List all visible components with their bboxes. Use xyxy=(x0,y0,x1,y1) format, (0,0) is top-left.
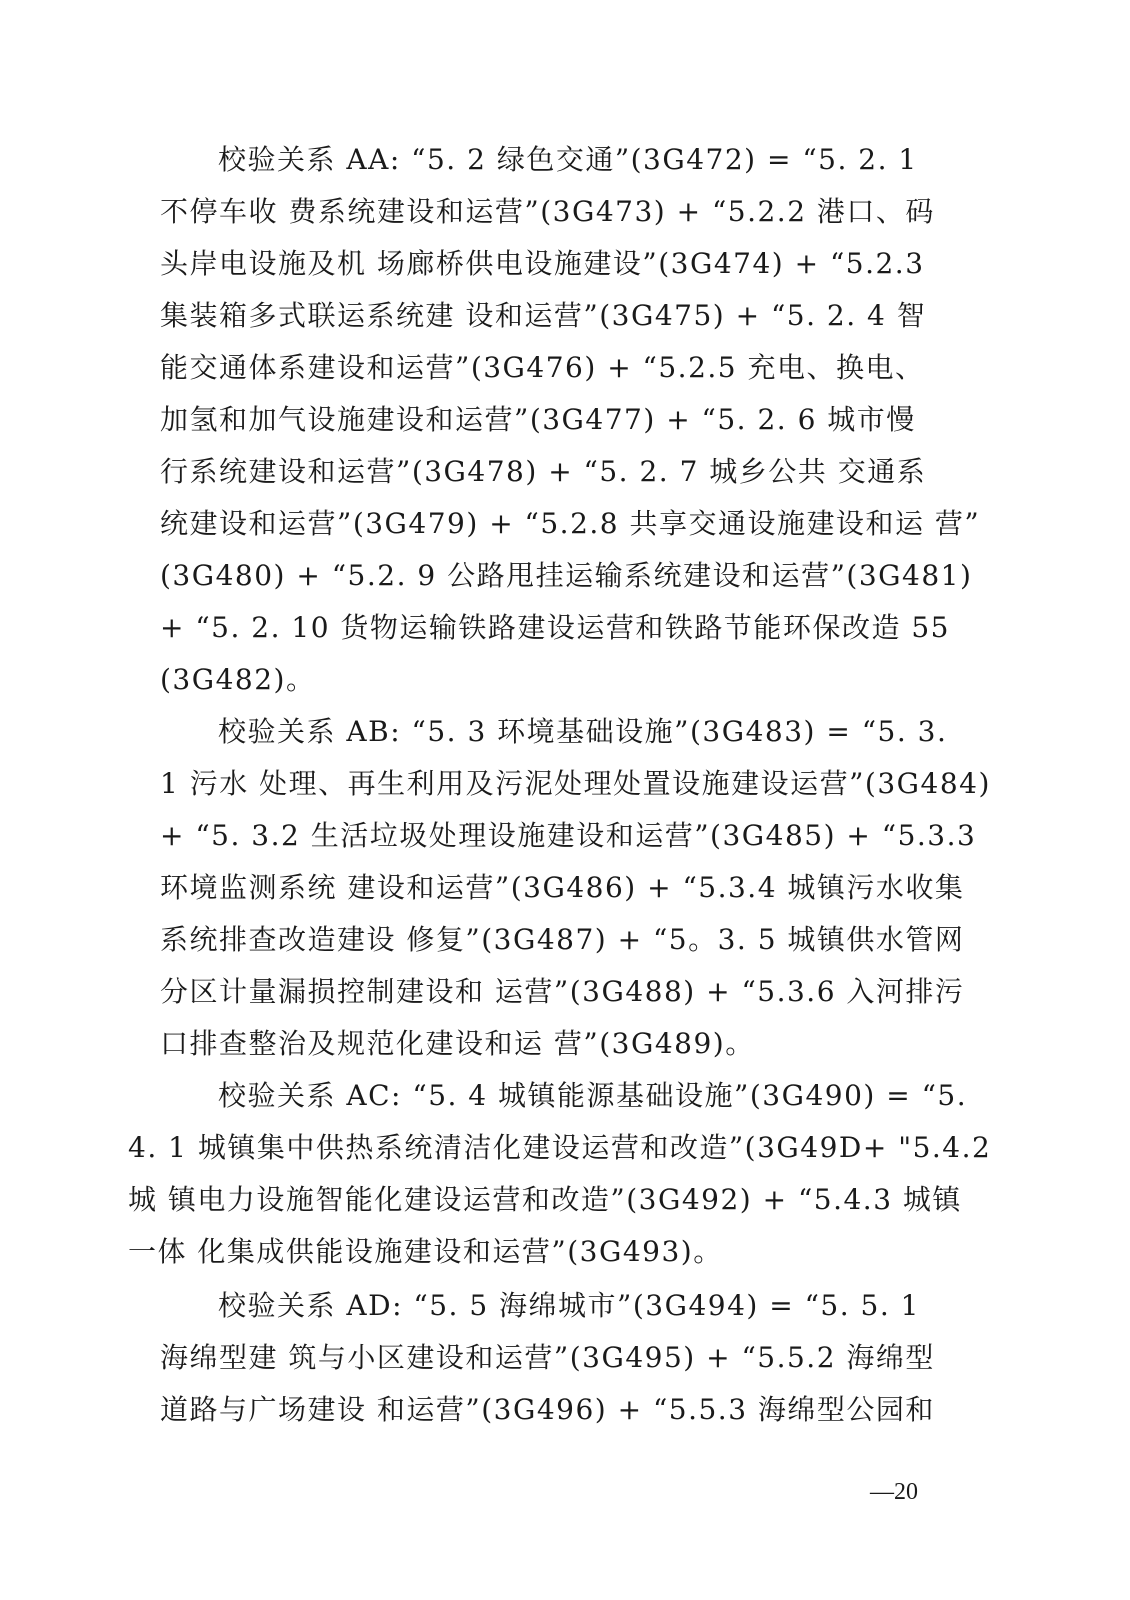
text-line: 海绵型建 筑与小区建设和运营”(3G495) + “5.5.2 海绵型 xyxy=(160,1341,935,1374)
text-line: (3G480) + “5.2. 9 公路甩挂运输系统建设和运营”(3G481) xyxy=(160,559,973,592)
text-line: 校验关系 AB: “5. 3 环境基础设施”(3G483) = “5. 3. xyxy=(218,715,948,748)
text-line: 行系统建设和运营”(3G478) + “5. 2. 7 城乡公共 交通系 xyxy=(160,455,927,488)
text-line: (3G482)。 xyxy=(160,663,316,696)
text-line: 校验关系 AD: “5. 5 海绵城市”(3G494) = “5. 5. 1 xyxy=(218,1289,920,1322)
text-line: 一体 化集成供能设施建设和运营”(3G493)。 xyxy=(128,1235,723,1268)
text-line: 不停车收 费系统建设和运营”(3G473) + “5.2.2 港口、码 xyxy=(160,195,935,228)
text-line: 校验关系 AA: “5. 2 绿色交通”(3G472) = “5. 2. 1 xyxy=(218,143,918,176)
text-line: 头岸电设施及机 场廊桥供电设施建设”(3G474) + “5.2.3 xyxy=(160,247,925,280)
page-number: —20 xyxy=(870,1479,918,1505)
text-line: + “5. 3.2 生活垃圾处理设施建设和运营”(3G485) + “5.3.3 xyxy=(160,819,977,852)
text-line: 加氢和加气设施建设和运营”(3G477) + “5. 2. 6 城市慢 xyxy=(160,403,916,436)
text-line: 道路与广场建设 和运营”(3G496) + “5.5.3 海绵型公园和 xyxy=(160,1393,935,1426)
text-line: 分区计量漏损控制建设和 运营”(3G488) + “5.3.6 入河排污 xyxy=(160,975,965,1008)
text-line: 校验关系 AC: “5. 4 城镇能源基础设施”(3G490) = “5. xyxy=(218,1079,968,1112)
text-line: 集装箱多式联运系统建 设和运营”(3G475) + “5. 2. 4 智 xyxy=(160,299,927,332)
text-line: 能交通体系建设和运营”(3G476) + “5.2.5 充电、换电、 xyxy=(160,351,925,384)
text-line: 统建设和运营”(3G479) + “5.2.8 共享交通设施建设和运 营” xyxy=(160,507,981,540)
text-line: 口排查整治及规范化建设和运 营”(3G489)。 xyxy=(160,1027,755,1060)
text-line: + “5. 2. 10 货物运输铁路建设运营和铁路节能环保改造 55 xyxy=(160,611,950,644)
text-line: 环境监测系统 建设和运营”(3G486) + “5.3.4 城镇污水收集 xyxy=(160,871,965,904)
text-line: 城 镇电力设施智能化建设运营和改造”(3G492) + “5.4.3 城镇 xyxy=(128,1183,962,1216)
text-line: 1 污水 处理、再生利用及污泥处理处置设施建设运营”(3G484) xyxy=(160,767,991,800)
text-line: 4. 1 城镇集中供热系统清洁化建设运营和改造”(3G49D+ "5.4.2 xyxy=(128,1131,992,1164)
text-line: 系统排查改造建设 修复”(3G487) + “5。3. 5 城镇供水管网 xyxy=(160,923,965,956)
